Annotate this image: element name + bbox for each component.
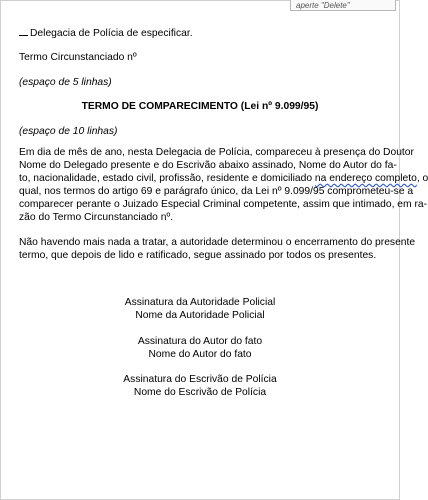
spellcheck-underlined-text: na endereço completo [314,173,417,185]
document-title: TERMO DE COMPARECIMENTO (Lei nº 9.099/95) [81,101,319,112]
blank-underline [19,27,28,36]
p1-line-1: Em dia de mês de ano, nesta Delegacia de Polícia, compareceu à presença do Doutor [19,147,414,158]
paragraph-2 [19,236,416,262]
signature-line: Assinatura da Autoridade Policial [124,297,276,308]
p1-line-3a: to, nacionalidade, estado civil, profissão, residente e domiciliado [19,173,315,185]
p1-line-6: zão do Termo Circunstanciado nº. [19,212,174,224]
delete-hint-box: aperte "Delete" [290,0,396,11]
signature-name: Nome do Autor do fato [148,349,252,361]
header-text: Delegacia de Polícia de especificar. [30,28,193,39]
termo-line: Termo Circunstanciado nº [19,52,137,63]
p1-line-3c: , o [416,173,428,185]
p1-line-4: qual, nos termos do artigo 69 e parágrafo único, da Lei nº 9.099/95 comprometeu-se a [19,186,414,198]
p1-line-3 [19,172,428,185]
paragraph-1 [19,146,428,225]
p2-line-1: Não havendo mais nada a tratar, a autoridade determinou o encerramento do presente [19,237,416,248]
signature-line: Assinatura do Escrivão de Polícia [123,374,277,385]
signature-block-author [100,335,300,361]
signature-name: Nome do Escrivão de Polícia [133,387,267,399]
p1-line-5: comparecer perante o Juizado Especial Criminal competente, assim que intimado, em ra- [19,199,428,211]
header-line [19,27,193,39]
p1-line-2: Nome do Delegado presente e do Escrivão abaixo assinado, Nome do Autor do fa- [19,160,397,172]
signature-name: Nome da Autoridade Policial [135,310,265,322]
signature-block-authority [100,296,300,322]
space-5-note: (espaço de 5 linhas) [19,77,112,88]
signature-block-clerk [100,373,300,399]
space-10-note: (espaço de 10 linhas) [19,126,118,137]
signature-line: Assinatura do Autor do fato [137,336,263,347]
p2-line-2: termo, que depois de lido e ratificado, segue assinado por todos os presentes. [19,250,377,262]
